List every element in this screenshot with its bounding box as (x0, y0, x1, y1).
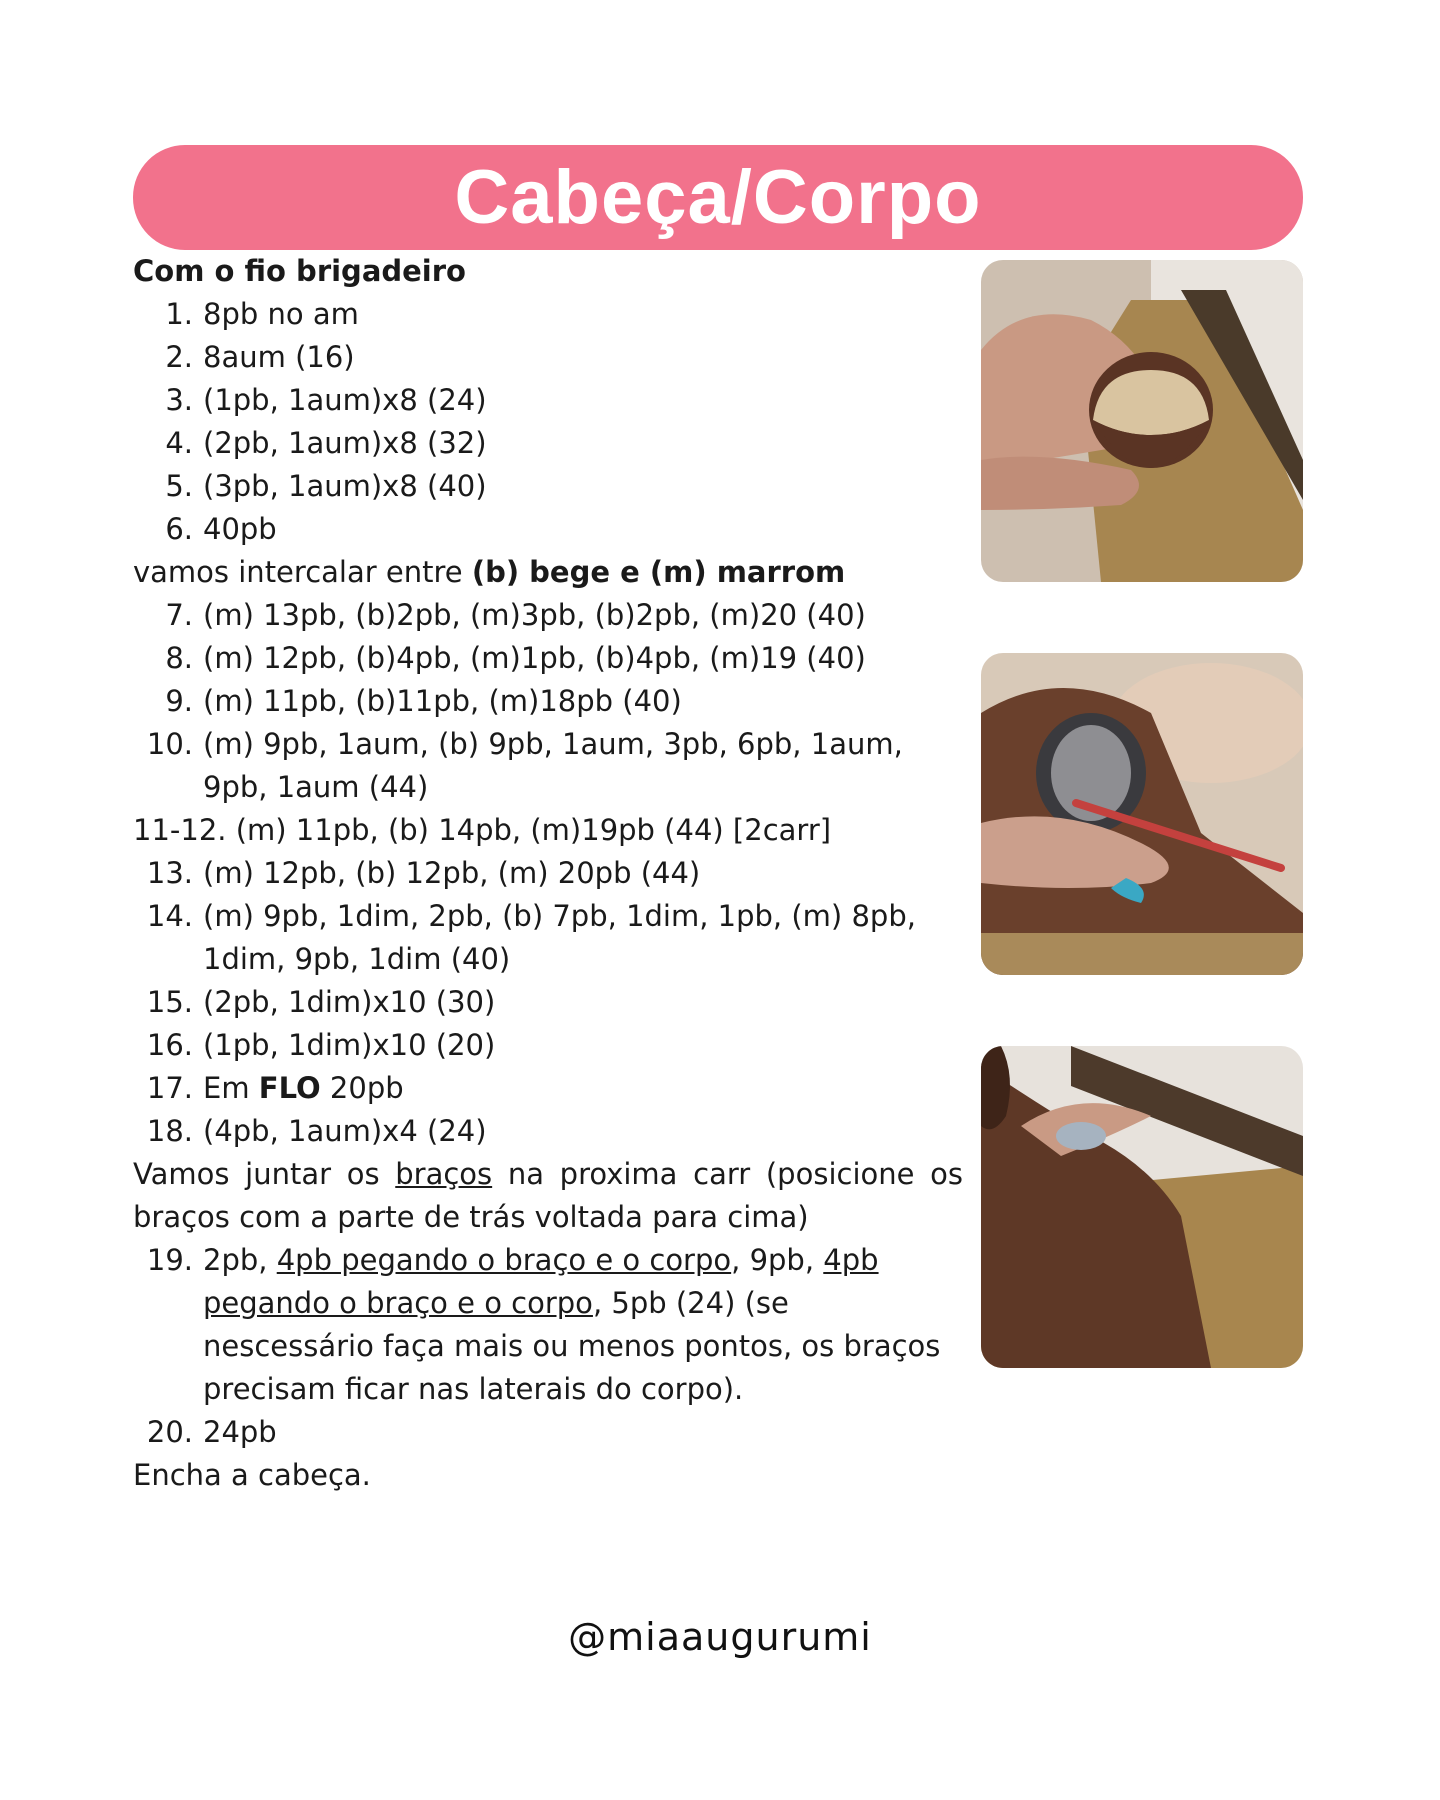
photo-body-joining (981, 1046, 1303, 1368)
photo-head-progress (981, 260, 1303, 582)
closing-line: Encha a cabeça. (133, 1458, 371, 1492)
step-15: 15. (2pb, 1dim)x10 (30) (146, 985, 496, 1019)
step-3: 3. (1pb, 1aum)x8 (24) (165, 383, 487, 417)
step-8: 8. (m) 12pb, (b)4pb, (m)1pb, (b)4pb, (m)19 (40) (165, 641, 866, 675)
step-9: 9. (m) 11pb, (b)11pb, (m)18pb (40) (165, 684, 682, 718)
step-18: 18. (4pb, 1aum)x4 (24) (146, 1114, 487, 1148)
step-14: 14. (m) 9pb, 1dim, 2pb, (b) 7pb, 1dim, 1pb, (m) 8pb, 1dim, 9pb, 1dim (40) (146, 899, 916, 976)
author-handle: @miaaugurumi (568, 1615, 872, 1659)
step-1: 1. 8pb no am (165, 297, 359, 331)
pattern-instructions (133, 250, 963, 1497)
step-20: 20. 24pb (146, 1415, 277, 1449)
step-19: 19. 2pb, 4pb pegando o braço e o corpo, 9pb, 4pb pegando o braço e o corpo, 5pb (24) (se nescessário faça mais ou menos pontos, os braços precisam ficar nas laterais do corpo). (146, 1243, 941, 1406)
page-title: Cabeça/Corpo (454, 155, 982, 240)
step-16: 16. (1pb, 1dim)x10 (20) (146, 1028, 496, 1062)
join-arms-note: Vamos juntar os braços na proxima carr (posicione os braços com a parte de trás voltada para cima) (133, 1157, 963, 1234)
steps-rounds-13-16 (133, 852, 963, 1067)
step-13: 13. (m) 12pb, (b) 12pb, (m) 20pb (44) (146, 856, 701, 890)
step-7: 7. (m) 13pb, (b)2pb, (m)3pb, (b)2pb, (m)20 (40) (165, 598, 866, 632)
step-5: 5. (3pb, 1aum)x8 (40) (165, 469, 487, 503)
step-4: 4. (2pb, 1aum)x8 (32) (165, 426, 487, 460)
step-17: 17. Em FLO 20pb (146, 1071, 404, 1105)
steps-rounds-7-10 (133, 594, 963, 809)
alternate-note: vamos intercalar entre (b) bege e (m) marrom (133, 555, 846, 589)
photo-hook-working (981, 653, 1303, 975)
step-10: 10. (m) 9pb, 1aum, (b) 9pb, 1aum, 3pb, 6pb, 1aum, 9pb, 1aum (44) (146, 727, 903, 804)
steps-rounds-1-6 (133, 293, 963, 551)
step-6: 6. 40pb (165, 512, 277, 546)
intro-line: Com o fio brigadeiro (133, 254, 466, 288)
step-2: 2. 8aum (16) (165, 340, 355, 374)
step-11-12: 11-12. (m) 11pb, (b) 14pb, (m)19pb (44) [2carr] (133, 813, 832, 847)
title-banner (133, 145, 1303, 250)
